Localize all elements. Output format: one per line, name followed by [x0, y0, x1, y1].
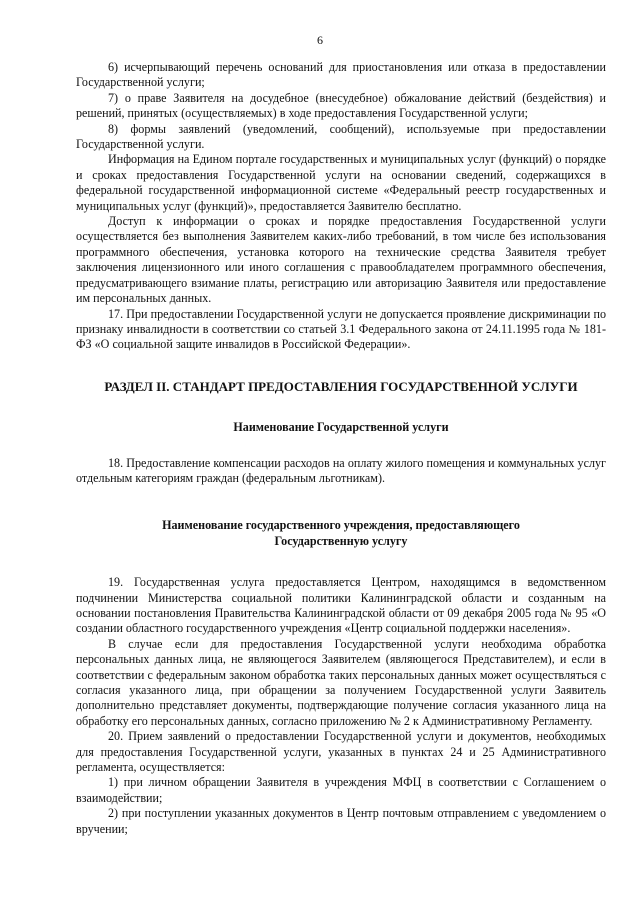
paragraph-17: 17. При предоставлении Государственной услуги не допускается проявление дискриминации по признаку инвалидности в соответствии со статьей 3.1 Федерального закона от 24.11.1995 года № 181-ФЗ «О социальной защите инвалидов в Российской Федерации». [76, 306, 606, 352]
paragraph-18: 18. Предоставление компенсации расходов на оплату жилого помещения и коммунальных услуг отдельным категориям граждан (федеральным льготникам). [76, 455, 606, 485]
heading-service-name: Наименование Государственной услуги [233, 420, 449, 435]
heading-institution [76, 518, 606, 549]
paragraph-20-item-2: 2) при поступлении указанных документов в Центр почтовым отправлением с уведомлением о вручении; [76, 806, 606, 836]
page-number: 6 [317, 33, 323, 47]
heading-institution-line1: Наименование государственного учреждения, предоставляющего [162, 518, 520, 533]
paragraph-item-8: 8) формы заявлений (уведомлений, сообщений), используемые при предоставлении Государственной услуги. [76, 121, 606, 152]
paragraph-20-item-1: 1) при личном обращении Заявителя в учреждения МФЦ в соответствии с Соглашением о взаимодействии; [76, 775, 606, 805]
paragraph-item-7: 7) о праве Заявителя на досудебное (внесудебное) обжалование действий (бездействия) и решений, принятых (осуществляемых) в ходе предоставления Государственной услуги; [76, 90, 606, 121]
heading-institution-line2: Государственную услугу [274, 533, 408, 548]
section-title: РАЗДЕЛ II. СТАНДАРТ ПРЕДОСТАВЛЕНИЯ ГОСУДАРСТВЕННОЙ УСЛУГИ [104, 378, 578, 394]
paragraph-19: 19. Государственная услуга предоставляется Центром, находящимся в ведомственном подчинении Министерства социальной политики Калининградской области и созданным на основании постановления Правительства Калининградской области от 09 декабря 2005 года № 95 «О создании областного государственного учреждения «Центр социальной поддержки населения». [76, 575, 606, 636]
paragraph-item-6: 6) исчерпывающий перечень оснований для приостановления или отказа в предоставлении Государственной услуги; [76, 60, 606, 90]
paragraph-20: 20. Прием заявлений о предоставлении Государственной услуги и документов, необходимых для предоставления Государственной услуги, указанных в пунктах 24 и 25 Административного регламента, осуществляется: [76, 729, 606, 775]
paragraph-access-info: Доступ к информации о сроках и порядке предоставления Государственной услуги осуществляется без выполнения Заявителем каких-либо требований, в том числе без использования программного обеспечения, установка которого на технические средства Заявителя требует заключения лицензионного или иного соглашения с правообладателем программного обеспечения, предусматривающего взимание платы, регистрацию или авторизацию Заявителя или предоставление им персональных данных. [76, 214, 606, 306]
paragraph-unified-portal: Информация на Едином портале государственных и муниципальных услуг (функций) о порядке и сроках предоставления Государственной услуги на основании сведений, содержащихся в федеральной государственной информационной системе «Федеральный реестр государственных и муниципальных услуг (функций)», предоставляется Заявителю бесплатно. [76, 152, 606, 213]
document-body [76, 60, 606, 837]
paragraph-personal-data: В случае если для предоставления Государственной услуги необходима обработка персональных данных лица, не являющегося Заявителем (являющегося Представителем), и если в соответствии с федеральным законом обработка таких персональных данных может осуществляться с согласия указанного лица, при обращении за получением Государственной услуги Заявитель дополнительно представляет документы, подтверждающие получение согласия указанного лица на обработку его персональных данных, согласно приложению № 2 к Административному Регламенту. [76, 636, 606, 728]
